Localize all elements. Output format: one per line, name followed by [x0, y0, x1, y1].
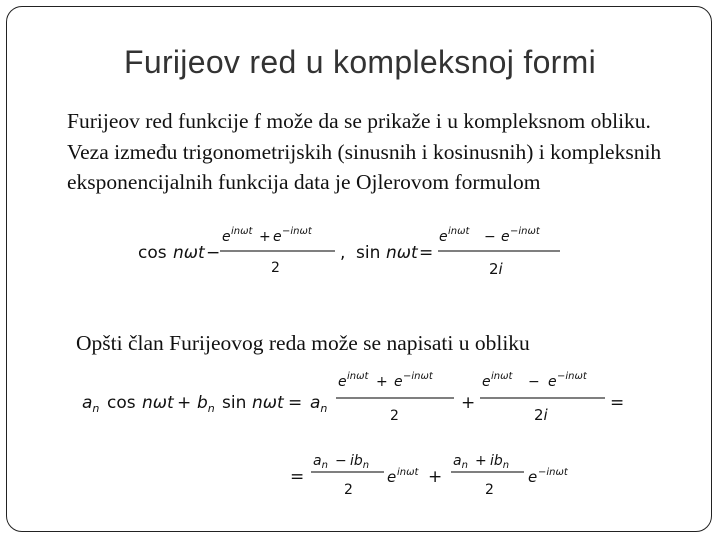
svg-text:=: =	[610, 393, 625, 413]
svg-text:2: 2	[271, 260, 280, 276]
svg-text:+: +	[177, 393, 192, 413]
svg-text:e: e	[222, 229, 231, 245]
slide-title: Furijeov red u kompleksnoj formi	[124, 44, 596, 80]
svg-text:,: ,	[340, 243, 346, 263]
general-term-formula-line1	[80, 364, 640, 430]
intro-paragraph: Furijeov red funkcije f može da se prikaže i u kompleksnom obliku. Veza između trigonometrijskih (sinusnih i kosinusnih) i kompleksnih eksponencijalnih funkcija data je Ojlerovom formulom	[67, 109, 662, 194]
general-term-line2-svg	[288, 444, 588, 504]
svg-text:−: −	[528, 374, 540, 390]
svg-text:2: 2	[344, 482, 353, 498]
svg-text:inωt: inωt	[347, 371, 369, 382]
svg-text:−: −	[484, 229, 496, 245]
svg-text:inωt: inωt	[491, 371, 513, 382]
svg-text:+: +	[376, 374, 388, 390]
svg-text:−: −	[206, 243, 221, 263]
svg-text:+: +	[475, 453, 487, 469]
svg-text:2: 2	[485, 482, 494, 498]
svg-text:e: e	[548, 374, 557, 390]
svg-text:−: −	[335, 453, 347, 469]
svg-text:e: e	[387, 468, 397, 486]
svg-text:2: 2	[390, 408, 399, 424]
svg-text:nωt: nωt	[386, 243, 418, 263]
svg-text:−inωt: −inωt	[403, 371, 433, 382]
svg-text:e: e	[482, 374, 491, 390]
svg-text:+: +	[461, 393, 476, 413]
general-term-line1-svg	[80, 364, 640, 426]
svg-text:inωt: inωt	[231, 226, 253, 237]
svg-text:=: =	[419, 243, 434, 263]
svg-text:an: $a_n$	[310, 393, 328, 415]
svg-text:e: e	[501, 229, 510, 245]
svg-text:sin: sin	[222, 393, 247, 413]
svg-text:ibn: $ib_n$	[350, 453, 370, 471]
svg-text:cos: cos	[138, 243, 167, 263]
svg-text:−inωt: −inωt	[557, 371, 587, 382]
svg-text:sin: sin	[356, 243, 381, 263]
svg-text:−inωt: −inωt	[510, 226, 540, 237]
svg-text:e: e	[338, 374, 347, 390]
svg-text:e: e	[394, 374, 403, 390]
svg-text:+: +	[259, 229, 271, 245]
svg-text:e: e	[528, 468, 538, 486]
euler-formulas	[130, 216, 570, 282]
svg-text:=: =	[288, 393, 303, 413]
svg-text:nωt: nωt	[252, 393, 284, 413]
svg-text:an: $a_n$	[82, 393, 100, 415]
svg-text:an: $a_n$	[453, 453, 468, 471]
svg-text:ibn: $ib_n$	[490, 453, 510, 471]
svg-text:e: e	[273, 229, 282, 245]
svg-text:−inωt: −inωt	[282, 226, 312, 237]
euler-formulas-svg	[130, 216, 570, 278]
svg-text:+: +	[428, 467, 443, 487]
svg-text:inωt: inωt	[448, 226, 470, 237]
svg-text:2i: 2i	[534, 406, 548, 424]
svg-text:bn: $b_n$	[197, 393, 215, 415]
svg-text:cos: cos	[107, 393, 136, 413]
svg-text:=: =	[290, 467, 305, 487]
svg-text:inωt: inωt	[397, 467, 419, 478]
svg-text:e: e	[439, 229, 448, 245]
general-term-formula-line2	[288, 444, 588, 508]
svg-text:2i: 2i	[489, 260, 503, 278]
general-term-paragraph: Opšti član Furijeovog reda može se napisati u obliku	[76, 331, 530, 355]
svg-text:an: $a_n$	[313, 453, 328, 471]
svg-text:nωt: nωt	[142, 393, 174, 413]
svg-text:nωt: nωt	[173, 243, 205, 263]
svg-text:−inωt: −inωt	[538, 467, 568, 478]
